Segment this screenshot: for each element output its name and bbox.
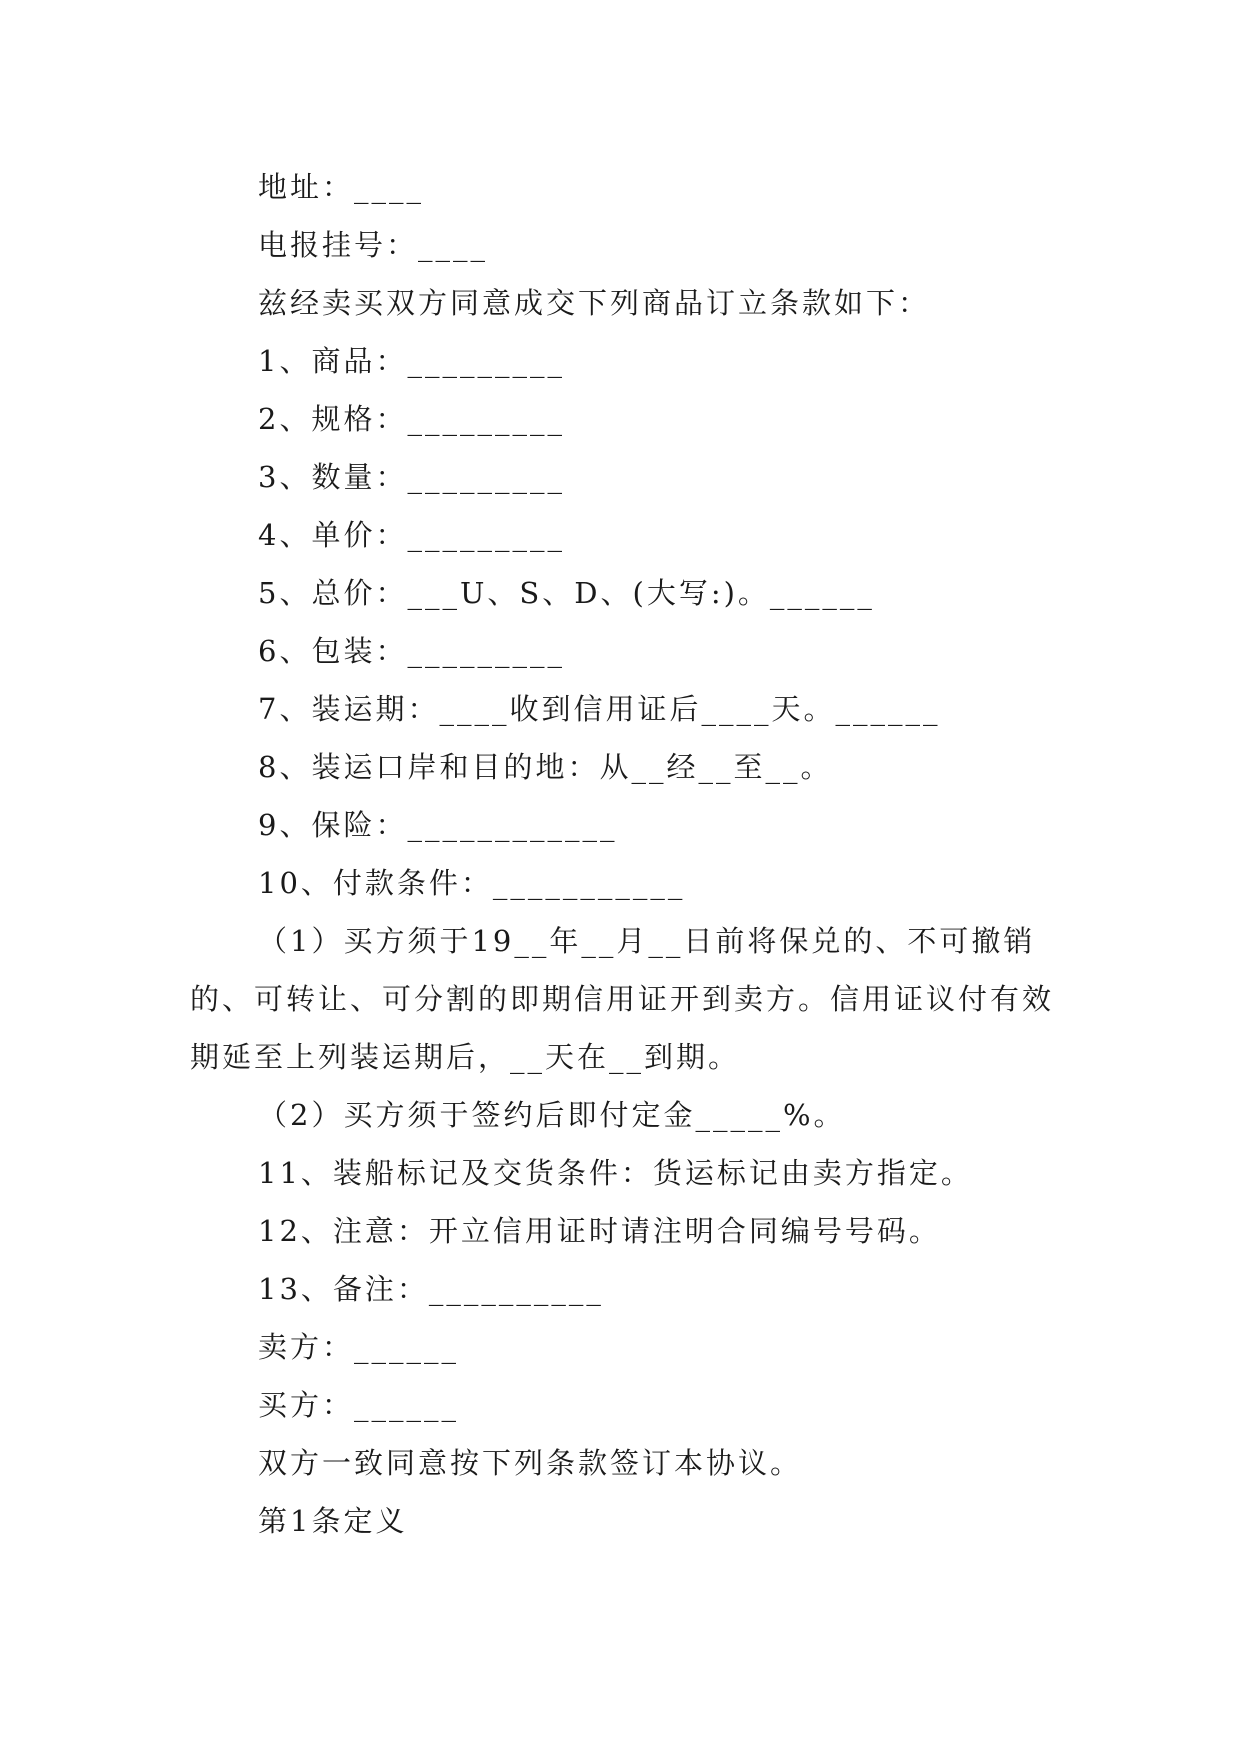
- item-unit-price: 4、单价：_________: [258, 518, 565, 552]
- item-payment-terms: 10、付款条件：___________: [258, 866, 686, 900]
- item-note: 12、注意：开立信用证时请注明合同编号号码。: [258, 1214, 941, 1248]
- buyer-line: 买方：______: [258, 1388, 460, 1422]
- agreement-line: 双方一致同意按下列条款签订本协议。: [258, 1446, 803, 1480]
- item-packing: 6、包装：_________: [258, 634, 565, 668]
- payment-clause-2: （2）买方须于签约后即付定金_____%。: [258, 1098, 846, 1132]
- intro-line: 兹经卖买双方同意成交下列商品订立条款如下：: [258, 286, 931, 320]
- item-insurance: 9、保险：____________: [258, 808, 618, 842]
- seller-line: 卖方：______: [258, 1330, 460, 1364]
- item-marks: 11、装船标记及交货条件：货运标记由卖方指定。: [258, 1156, 973, 1190]
- item-remarks: 13、备注：__________: [258, 1272, 604, 1306]
- item-commodity: 1、商品：_________: [258, 344, 565, 378]
- item-quantity: 3、数量：_________: [258, 460, 565, 494]
- payment-clause-1: （1）买方须于19__年__月__日前将保兑的、不可撤销的、可转让、可分割的即期信用证开到卖方。信用证议付有效期延至上列装运期后，__天在__到期。: [190, 924, 1055, 1074]
- item-total-price: 5、总价：___U、S、D、(大写:)。______: [258, 576, 875, 610]
- item-specification: 2、规格：_________: [258, 402, 565, 436]
- item-shipment: 7、装运期：____收到信用证后____天。______: [258, 692, 941, 726]
- item-ports: 8、装运口岸和目的地：从__经__至__。: [258, 750, 833, 784]
- address-line: 地址：____: [258, 170, 425, 204]
- article-1-heading: 第1条定义: [258, 1504, 408, 1538]
- telegraph-line: 电报挂号：____: [258, 228, 489, 262]
